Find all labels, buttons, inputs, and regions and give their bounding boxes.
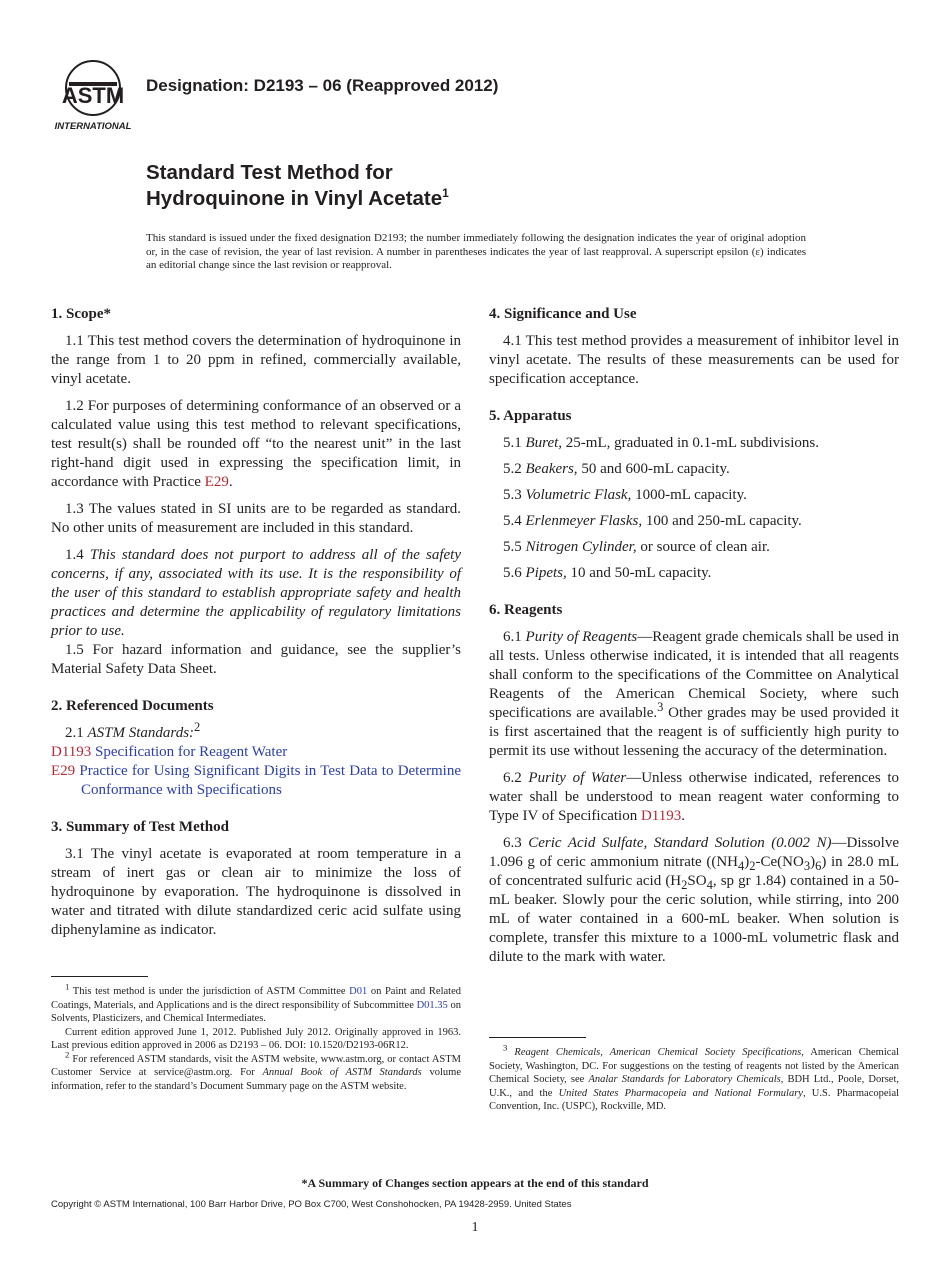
footnote-2-mark: 2 [65,1049,70,1059]
standard-notice: This standard is issued under the fixed designation D2193; the number immediately following the designation indicates the year of original adoption or, in the case of revision, the year of last revision. A number in parentheses indicates the year of last reapproval. A superscript epsilon (ε) indicates an editorial change since the last revision or reapproval. [146,232,806,271]
ref-link-d1193-reagents[interactable]: D1193 [640,808,682,824]
logo-caption: INTERNATIONAL [54,121,132,132]
scope-1-2-text: 1.2 For purposes of determining conformance of an observed or a calculated value using this test method to relevant specifications, test result(s) shall be rounded off “to the nearest unit” in the last right-hand digit used in expressing the specification limit, in accordance with Practice [51,398,461,490]
scope-1-2-end: . [228,474,233,490]
footnote-3-italic-1: Reagent Chemicals, American Chemical Society Specifications [507,1047,802,1058]
apparatus-item-num: 5.3 [503,487,526,503]
apparatus-item-num: 5.2 [503,461,526,477]
right-column [489,305,899,985]
scope-1-4 [51,546,461,641]
reagents-6-2 [489,769,899,826]
footnote-2-text-a: For referenced ASTM standards, visit the ASTM website, www.astm.org, or contact ASTM Customer Service at service@astm.org. For [51,1053,461,1078]
reagents-6-2-num: 6.2 [503,770,529,786]
apparatus-item-name: Nitrogen Cylinder, [525,539,637,555]
subscript: 4 [706,878,713,892]
apparatus-item-desc: 25-mL, graduated in 0.1-mL subdivisions. [562,435,819,451]
summary-heading: 3. Summary of Test Method [51,819,229,835]
scope-1-3: 1.3 The values stated in SI units are to be regarded as standard. No other units of measurement are included in this standard. [51,501,461,536]
apparatus-item-name: Pipets, [525,565,567,581]
reagents-6-1-text-a: —Reagent grade chemicals shall be used in all tests. Unless otherwise indicated, it is intended that all reagents shall conform to the specifications of the Committee on Analytical Reagents of the American Chemical Society, where such specifications are available. [489,629,899,721]
referenced-e29 [51,762,461,800]
reagents-6-3-text-g: , sp gr 1.84) contained in a 50-mL beaker. Slowly pour the ceric solution, while stirring, into 200 mL of water contained in a 600-mL beaker. When solution is complete, transfer this mixture to a 1000-mL volumetric flask and dilute to the mark with water. [489,873,899,965]
apparatus-item-desc: 1000-mL capacity. [631,487,747,503]
footnote-mark-2[interactable]: 2 [194,720,201,734]
footnote-rule [51,976,148,977]
section-referenced-documents [51,697,461,800]
apparatus-item-num: 5.5 [503,539,526,555]
document-title [146,160,449,212]
reagents-6-3-text-c: -Ce(NO [755,854,804,870]
logo-text: ASTM [61,83,125,108]
footnote-1-text-c: on Solvents, Plasticizers, and Chemical Intermediates. [51,999,461,1024]
apparatus-heading: 5. Apparatus [489,408,572,424]
significance-heading: 4. Significance and Use [489,306,637,322]
ref-title-e29[interactable]: Practice for Using Significant Digits in Test Data to Determine Conformance with Specifications [75,763,461,798]
scope-1-4-num: 1.4 [65,547,90,563]
astm-logo [51,58,135,132]
apparatus-item-name: Beakers, [525,461,578,477]
apparatus-item [489,486,899,505]
footnote-2 [51,1049,461,1094]
title-line-1: Standard Test Method for [146,161,393,184]
footnote-2-text-b: volume information, refer to the standard’s Document Summary page on the ASTM website. [51,1067,461,1092]
footnote-1-mark: 1 [65,981,70,992]
apparatus-item-num: 5.1 [503,435,526,451]
scope-1-4-text: This standard does not purport to address all of the safety concerns, if any, associated with its use. It is the responsibility of the user of this standard to establish appropriate safety and health practices and determine the applicability of regulatory limitations prior to use. [51,547,462,639]
footnotes-right [489,1037,899,1114]
subcommittee-link-d01-35[interactable]: D01.35 [416,999,448,1011]
apparatus-item-name: Volumetric Flask, [525,487,632,503]
apparatus-item-num: 5.4 [503,513,526,529]
section-apparatus [489,407,899,583]
reagents-6-1-num: 6.1 [503,629,526,645]
apparatus-item [489,538,899,557]
footnote-1-text-b: on Paint and Related Coatings, Materials, and Applications and is the direct responsibility of Subcommittee [51,986,461,1011]
reagents-6-3-title: Ceric Acid Sulfate, Standard Solution (0.002 N) [528,835,832,851]
footnote-2-italic: Annual Book of ASTM Standards [262,1067,422,1078]
significance-4-1: 4.1 This test method provides a measurement of inhibitor level in vinyl acetate. The results of these measurements can be used for specification acceptance. [489,333,899,387]
reagents-6-2-text: —Unless otherwise indicated, references to water shall be understood to mean reagent water conforming to Type IV of Specification [489,770,900,824]
scope-1-2 [51,397,461,492]
committee-link-d01[interactable]: D01 [349,986,368,997]
left-column [51,305,461,958]
reagents-6-3-num: 6.3 [503,835,529,851]
reagents-6-3-text-a: —Dissolve 1.096 g of ceric ammonium nitrate ((NH [489,835,899,870]
apparatus-item-name: Erlenmeyer Flasks, [525,513,643,529]
subscript: 4 [738,859,745,873]
apparatus-item [489,460,899,479]
ref-link-d1193[interactable]: D1193 [51,744,92,760]
scope-1-5: 1.5 For hazard information and guidance, see the supplier’s Material Safety Data Sheet. [51,642,461,677]
title-line-2-text: Hydroquinone in Vinyl Acetate [146,187,443,210]
apparatus-item [489,434,899,453]
apparatus-item [489,512,899,531]
footnote-mark-3[interactable]: 3 [657,700,664,714]
footnote-1-text-a: This test method is under the jurisdiction of ASTM Committee [69,986,350,997]
reagents-heading: 6. Reagents [489,602,563,618]
reagents-6-3-text-e: ) in 28.0 mL of concentrated sulfuric acid (H [489,854,899,889]
subscript: 3 [803,859,811,873]
scope-heading: 1. Scope* [51,306,111,322]
footnote-3-text-b: , BDH Ltd., Poole, Dorset, U.K., and the [489,1074,899,1099]
apparatus-item [489,564,899,583]
referenced-d1193 [51,743,461,762]
reagents-6-3-text-f: SO [687,873,707,889]
title-line-2 [146,186,449,212]
apparatus-item-num: 5.6 [503,565,526,581]
ref-link-e29[interactable]: E29 [204,474,229,490]
ref-title-d1193[interactable]: Specification for Reagent Water [91,744,288,760]
designation: Designation: D2193 – 06 (Reapproved 2012) [146,76,499,95]
page-number: 1 [471,1220,479,1235]
summary-3-1: 3.1 The vinyl acetate is evaporated at room temperature in a stream of inert gas or clean air to minimize the loss of hydroquinone by evaporation. The hydroquinone is dissolved in water and titrated with dilute standardized ceric acid sulfate using diphenylamine as indicator. [51,846,461,938]
section-scope [51,305,461,679]
scope-1-1: 1.1 This test method covers the determination of hydroquinone in the range from 1 to 20 ppm in refined, commercially available, vinyl acetate. [51,333,461,387]
astm-logo-mark [51,58,135,132]
section-significance [489,305,899,389]
footnote-3-text-a: , American Chemical Society, Washington, DC. For suggestions on the testing of reagents not listed by the American Chemical Society, see [489,1047,899,1085]
footnotes-left [51,976,461,1093]
reagents-6-1 [489,628,899,761]
referenced-heading: 2. Referenced Documents [51,698,214,714]
referenced-2-1-text: ASTM Standards: [87,725,195,741]
footnote-1 [51,981,461,1026]
subscript: 2 [749,859,756,873]
section-reagents [489,601,899,967]
subscript: 2 [681,878,688,892]
reagents-6-2-end: . [681,808,685,824]
referenced-2-1-num: 2.1 [65,725,88,741]
apparatus-item-desc: 10 and 50-mL capacity. [566,565,712,581]
copyright-notice: Copyright © ASTM International, 100 Barr Harbor Drive, PO Box C700, West Conshohocken, PA 19428-2959. United States [51,1199,572,1210]
footnote-3-italic-3: United States Pharmacopeia and National Formulary [558,1087,803,1099]
apparatus-item-name: Buret, [525,435,563,451]
section-summary [51,818,461,940]
reagents-6-1-title: Purity of Reagents [525,629,638,645]
apparatus-item-desc: or source of clean air. [636,539,770,555]
reagents-6-3-text-b: ) [744,854,750,870]
apparatus-item-desc: 50 and 600-mL capacity. [577,461,730,477]
footnote-3-mark: 3 [503,1042,508,1053]
title-footnote-mark[interactable]: 1 [442,186,449,201]
reagents-6-2-title: Purity of Water [528,770,627,786]
reagents-6-3-text-d: ) [810,854,816,870]
footnote-1-edition: Current edition approved June 1, 2012. Published July 2012. Originally approved in 1963. Last previous edition approved in 2006 as D2193 – 06. DOI: 10.1520/D2193-06R12. [51,1026,461,1051]
reagents-6-3 [489,834,899,967]
apparatus-item-desc: 100 and 250-mL capacity. [642,513,802,529]
footnote-3-text-c: , U.S. Pharmacopeial Convention, Inc. (USPC), Rockville, MD. [489,1087,900,1112]
subscript: 6 [815,859,822,873]
referenced-2-1 [51,720,461,743]
summary-of-changes-note: *A Summary of Changes section appears at the end of this standard [301,1176,649,1190]
reagents-6-1-text-b: Other grades may be used provided it is first ascertained that the reagent is of sufficiently high purity to permit its use without lessening the accuracy of the determination. [489,705,899,759]
footnote-3-italic-2: Analar Standards for Laboratory Chemicals [588,1074,781,1085]
footnote-3 [489,1042,900,1114]
footnote-rule [489,1037,586,1038]
ref-link-e29-list[interactable]: E29 [51,763,76,779]
